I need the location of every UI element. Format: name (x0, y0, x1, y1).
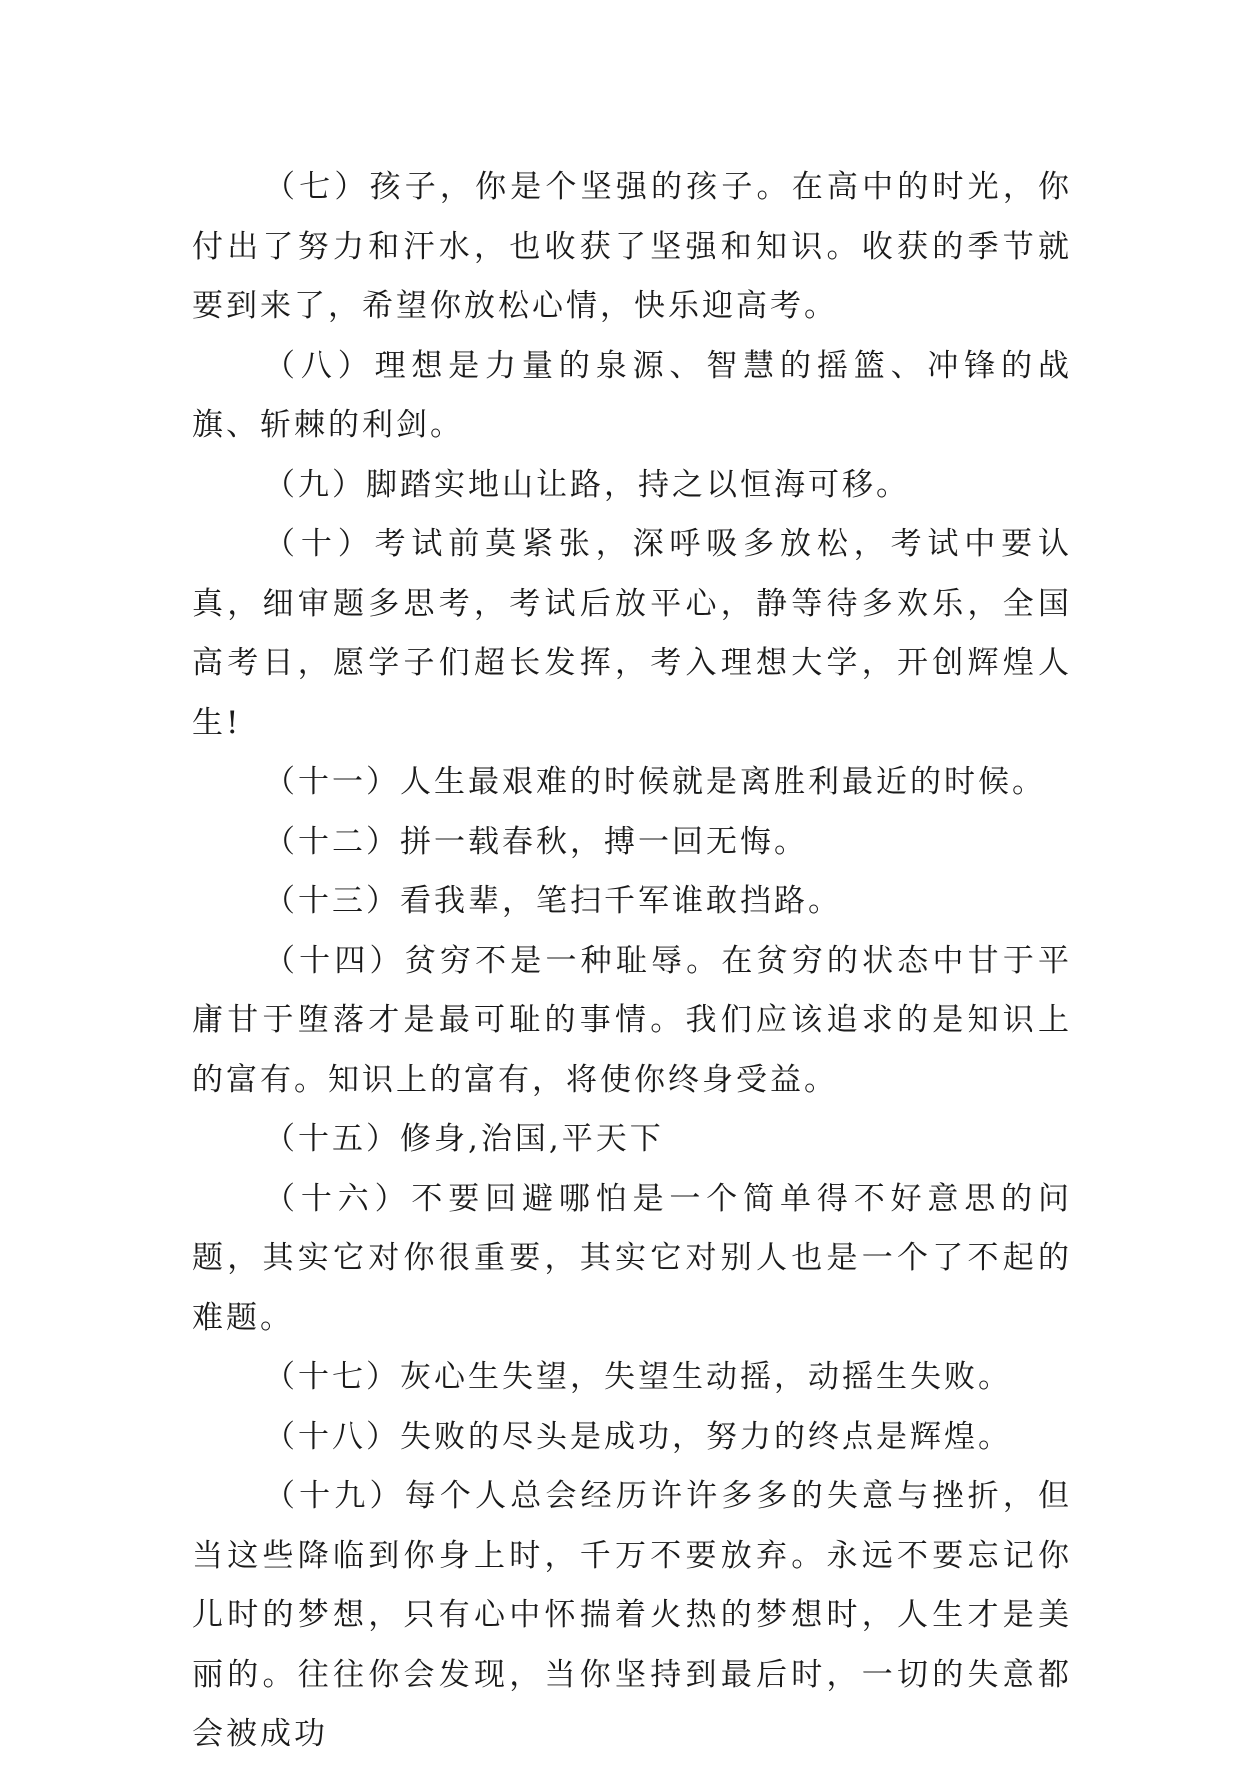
paragraph-8: （八）理想是力量的泉源、智慧的摇篮、冲锋的战旗、斩棘的利剑。 (192, 347, 1072, 443)
paragraph-12: （十二）拼一载春秋，搏一回无悔。 (264, 823, 808, 860)
paragraph-14: （十四）贫穷不是一种耻辱。在贫穷的状态中甘于平庸甘于堕落才是最可耻的事情。我们应该追求的是知识上的富有。知识上的富有，将使你终身受益。 (192, 942, 1072, 1098)
paragraph-17: （十七）灰心生失望，失望生动摇，动摇生失败。 (264, 1359, 1012, 1395)
paragraph-7: （七）孩子，你是个坚强的孩子。在高中的时光，你付出了努力和汗水，也收获了坚强和知识。收获的季节就要到来了，希望你放松心情，快乐迎高考。 (192, 169, 1072, 324)
paragraph-10: （十）考试前莫紧张，深呼吸多放松，考试中要认真，细审题多思考，考试后放平心，静等待多欢乐，全国高考日，愿学子们超长发挥，考入理想大学，开创辉煌人生! (192, 526, 1072, 741)
paragraph-18: （十八）失败的尽头是成功，努力的终点是辉煌。 (264, 1418, 1012, 1455)
paragraph-11: （十一）人生最艰难的时候就是离胜利最近的时候。 (264, 764, 1046, 800)
paragraph-16: （十六）不要回避哪怕是一个简单得不好意思的问题，其实它对你很重要，其实它对别人也是一个了不起的难题。 (192, 1180, 1072, 1336)
document-body (192, 158, 1072, 1765)
paragraph-15: （十五）修身,治国,平天下 (264, 1121, 664, 1157)
paragraph-13: （十三）看我辈，笔扫千军谁敢挡路。 (264, 883, 842, 919)
paragraph-9: （九）脚踏实地山让路，持之以恒海可移。 (264, 466, 910, 503)
paragraph-19: （十九）每个人总会经历许许多多的失意与挫折，但当这些降临到你身上时，千万不要放弃。永远不要忘记你儿时的梦想，只有心中怀揣着火热的梦想时，人生才是美丽的。往往你会发现，当你坚持到最后时，一切的失意都会被成功 (192, 1478, 1072, 1752)
